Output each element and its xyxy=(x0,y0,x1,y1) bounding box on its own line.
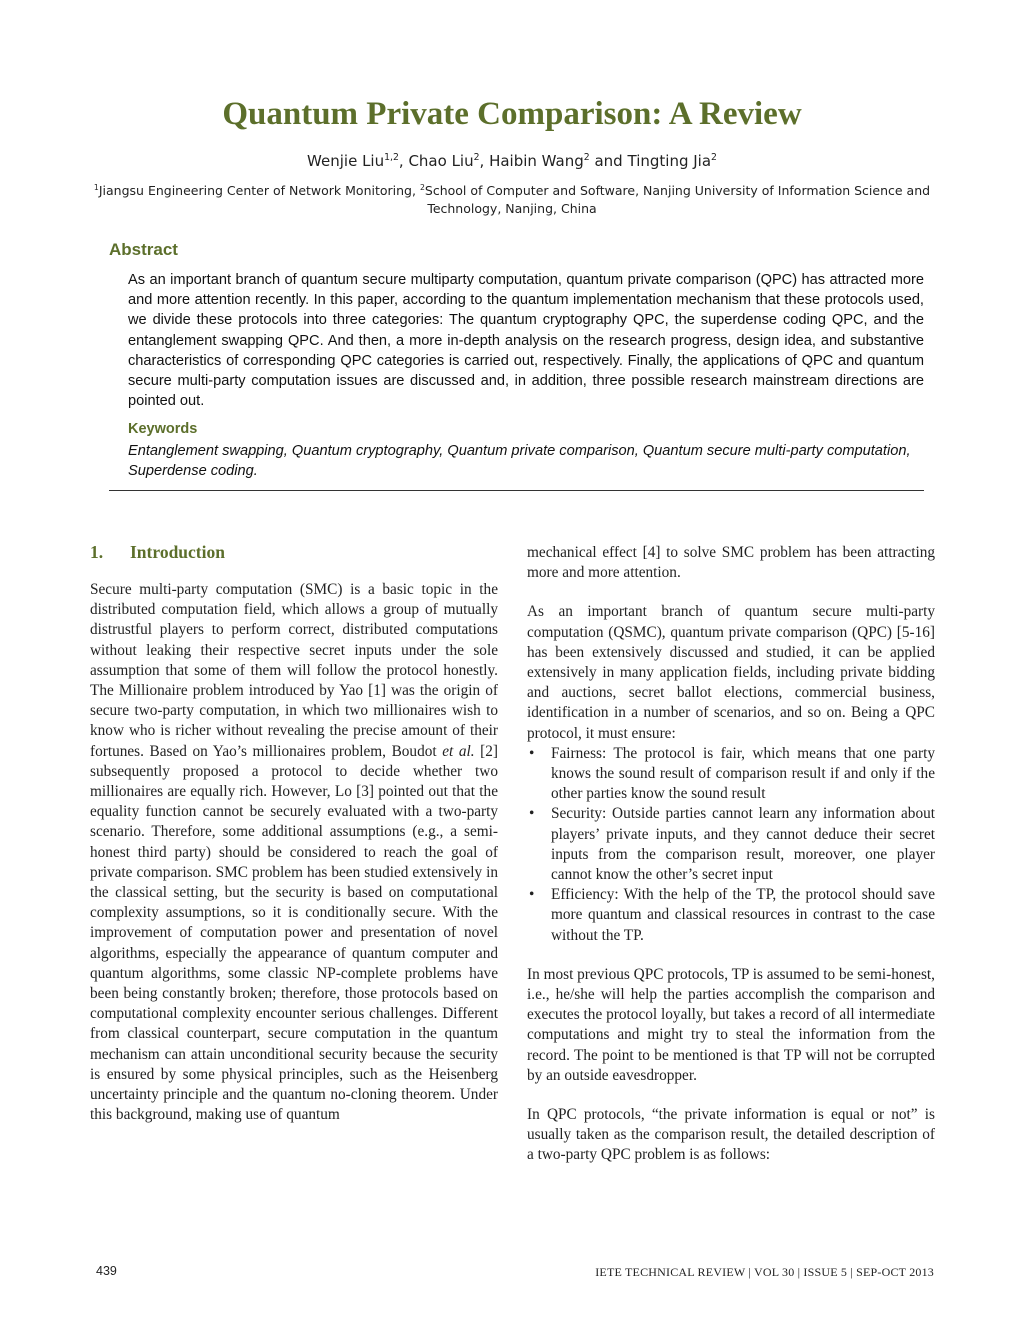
affiliations xyxy=(90,182,934,218)
author-conjunction: and xyxy=(594,152,623,170)
author-name: Wenjie Liu xyxy=(307,152,385,170)
affiliation-mark: 1 xyxy=(93,182,99,192)
bullet-icon: • xyxy=(529,886,535,904)
author-affiliation-mark: 2 xyxy=(711,152,717,163)
requirements-list xyxy=(527,744,935,946)
keywords-text: Entanglement swapping, Quantum cryptography, Quantum private comparison, Quantum secure multi-party computation, Superdense coding. xyxy=(128,443,911,479)
section-title: Introduction xyxy=(130,542,225,562)
journal-footer: IETE TECHNICAL REVIEW | VOL 30 | ISSUE 5 | SEP-OCT 2013 xyxy=(595,1265,934,1279)
author-name: Haibin Wang xyxy=(489,152,584,170)
list-item-text: Fairness: The protocol is fair, which means that one party knows the sound result of comparison result if and only if the other parties know the sound result xyxy=(551,744,935,803)
author-affiliation-mark: 1,2 xyxy=(384,152,399,163)
body-paragraph: mechanical effect [4] to solve SMC problem has been attracting more and more attention. xyxy=(527,544,935,582)
affiliation-mark: 2 xyxy=(419,182,425,192)
list-item-text: Security: Outside parties cannot learn any information about players’ private inputs, and they cannot deduce their secret inputs from the comparison result, moreover, one player cannot know the other’s secret input xyxy=(551,805,935,884)
list-item xyxy=(527,744,935,805)
paper-title: Quantum Private Comparison: A Review xyxy=(222,96,802,132)
bullet-icon: • xyxy=(529,744,535,762)
affiliation-text: Jiangsu Engineering Center of Network Monitoring, xyxy=(98,183,416,198)
page-number: 439 xyxy=(96,1264,117,1278)
left-column xyxy=(90,580,498,1125)
body-paragraph: In QPC protocols, “the private information is equal or not” is usually taken as the comparison result, the detailed description of a two-party QPC problem is as follows: xyxy=(527,1106,935,1164)
body-paragraph: As an important branch of quantum secure multi-party computation (QSMC), quantum private comparison (QPC) [5-16] has been extensively discussed and studied, it can be applied extensively in many application fields, including private bidding and auctions, secret ballot elections, commercial business, identification in a number of scenarios, and so on. Being a QPC protocol, it must ensure: xyxy=(527,603,935,742)
section-heading xyxy=(90,542,225,563)
list-item xyxy=(527,804,935,885)
author-name: Tingting Jia xyxy=(627,152,712,170)
list-item-text: Efficiency: With the help of the TP, the protocol should save more quantum and classical resources in contrast to the case without the TP. xyxy=(551,886,935,944)
paragraph-text: Secure multi-party computation (SMC) is a basic topic in the distributed computation field, which allows a group of mutually distrustful players to perform correct, distributed computations without leaking their respective secret inputs under the sole assumption that some of them will follow the protocol honestly. The Millionaire problem introduced by Yao [1] was the origin of secure two-party computation, in which two millionaires wish to know who is richer without revealing the precise amount of their fortunes. Based on Yao’s millionaires problem, Boudot xyxy=(90,581,498,760)
abstract-text: As an important branch of quantum secure multiparty computation, quantum private comparison (QPC) has attracted more and more attention recently. In this paper, according to the quantum implementation mechanism that these protocols used, we divide these protocols into three categories: The quantum cryptography QPC, the superdense coding QPC, and the entanglement swapping QPC. And then, a more in-depth analysis on the research progress, design idea, and substantive characteristics of corresponding QPC categories is carried out, respectively. Finally, the applications of QPC and quantum secure multi-party computation issues are discussed and, in addition, three possible research mainstream directions are pointed out. xyxy=(128,272,924,410)
paragraph-text: [2] subsequently proposed a protocol to decide whether two millionaires are equally rich. However, Lo [3] pointed out that the equality function cannot be securely evaluated with a two-party scenario. Therefore, some additional assumptions (e.g., a semi-honest third party) should be considered to reach the goal of private comparison. SMC problem has been studied extensively in the classical setting, but the security is based on computational complexity assumptions, so it is conditionally secure. With the improvement of computation power and presentation of novel algorithms, especially the appearance of quantum computer and quantum algorithms, some classic NP-complete problems have been being constantly broken; therefore, those protocols based on computational complexity encounter serious challenges. Different from classical counterpart, secure computation in the quantum mechanism can attain unconditional security because the security is ensured by some physical principles, such as the Heisenberg uncertainty principle and the quantum no-cloning theorem. Under this background, making use of quantum xyxy=(90,742,498,1124)
list-item xyxy=(527,885,935,946)
author-name: Chao Liu xyxy=(408,152,474,170)
right-column xyxy=(527,543,935,1166)
affiliation-text: School of Computer and Software, Nanjing University of Information Science and Technology, Nanjing, China xyxy=(424,183,931,216)
keywords-heading: Keywords xyxy=(128,421,198,437)
author-affiliation-mark: 2 xyxy=(583,152,590,163)
body-paragraph xyxy=(90,580,498,1125)
author-affiliation-mark: 2 xyxy=(473,152,480,163)
section-number: 1. xyxy=(90,542,104,562)
bullet-icon: • xyxy=(529,805,535,823)
body-paragraph: In most previous QPC protocols, TP is assumed to be semi-honest, i.e., he/she will help the parties accomplish the comparison and executes the protocol loyally, but takes a record of all intermediate computations and might try to steal the information from the record. The point to be mentioned is that TP will not be corrupted by an outside eavesdropper. xyxy=(527,965,935,1084)
abstract-divider xyxy=(109,490,924,491)
citation-etal: et al. xyxy=(442,742,475,760)
author-list: Wenjie Liu$^{1,2}$, Chao Liu$^2$, Haibin Wang$^2$ and Tingting Jia$^2$ xyxy=(307,152,717,170)
abstract-heading: Abstract xyxy=(109,240,178,259)
